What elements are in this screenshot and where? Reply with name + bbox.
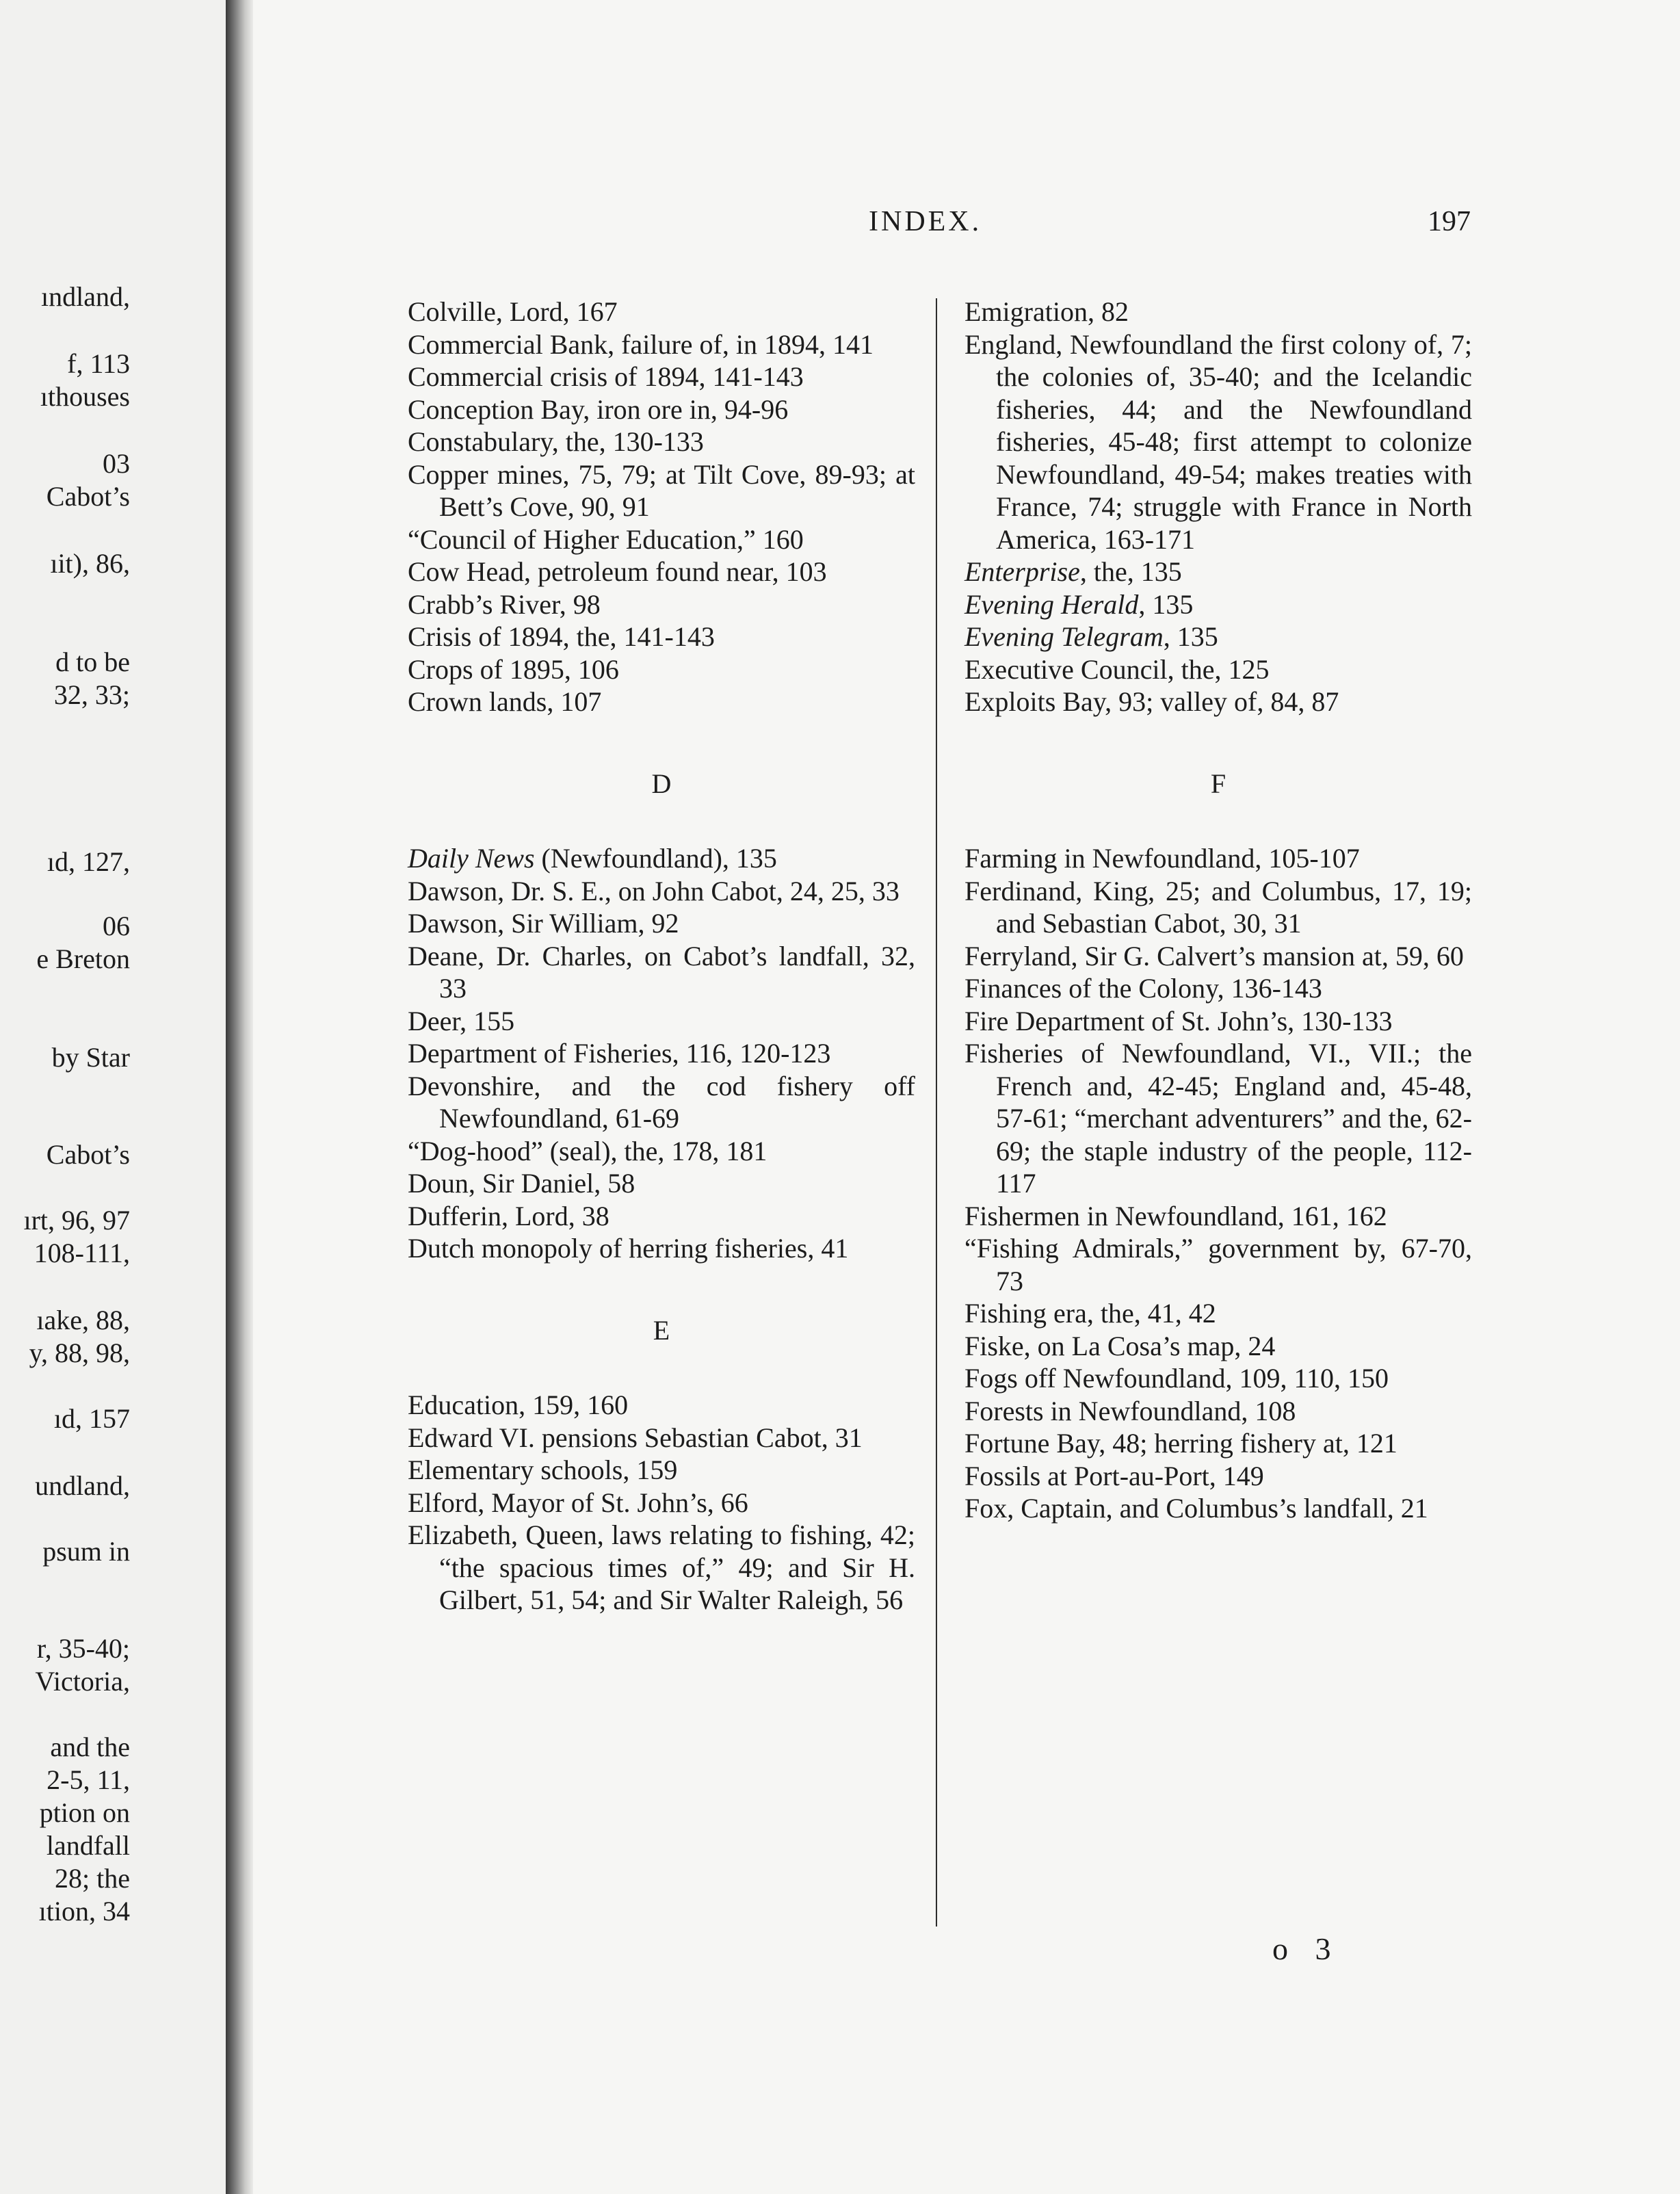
facing-page-fragment: Cabot’s xyxy=(46,481,130,512)
section-letter: E xyxy=(653,1314,670,1346)
facing-page-fragment: ıtion, 34 xyxy=(38,1896,130,1927)
index-entry: Cow Head, petroleum found near, 103 xyxy=(408,556,827,587)
index-entry: Constabulary, the, 130-133 xyxy=(408,426,704,457)
facing-page-fragment: 2-5, 11, xyxy=(47,1764,130,1795)
index-entry xyxy=(964,556,1472,588)
index-entry: Fiske, on La Cosa’s map, 24 xyxy=(964,1330,1276,1361)
index-entry: Doun, Sir Daniel, 58 xyxy=(408,1168,635,1199)
index-entry: Dawson, Dr. S. E., on John Cabot, 24, 25, 33 xyxy=(408,875,900,906)
index-entry-title: Daily News xyxy=(408,843,535,874)
index-entry: Fortune Bay, 48; herring fishery at, 121 xyxy=(964,1428,1397,1459)
index-entry: Conception Bay, iron ore in, 94-96 xyxy=(408,393,789,425)
index-entry: Executive Council, the, 125 xyxy=(964,653,1270,685)
facing-page-fragment: 108-111, xyxy=(34,1238,130,1268)
index-entry: Department of Fisheries, 116, 120-123 xyxy=(408,1038,831,1069)
section-letter: D xyxy=(651,768,672,799)
index-entry: Ferryland, Sir G. Calvert’s mansion at, 59, 60 xyxy=(964,940,1464,971)
facing-page-fragment: Cabot’s xyxy=(46,1139,130,1170)
index-column-left xyxy=(408,296,915,1617)
signature-mark: o 3 xyxy=(1272,1931,1341,1966)
index-entry: Crops of 1895, 106 xyxy=(408,653,619,685)
index-entry-title: Evening Herald xyxy=(964,588,1139,620)
index-entry: Colville, Lord, 167 xyxy=(408,296,618,327)
facing-page-fragment: d to be xyxy=(55,647,130,677)
facing-page-fragment: 03 xyxy=(103,448,130,479)
index-entry: “Council of Higher Education,” 160 xyxy=(408,523,804,555)
index-entry: Exploits Bay, 93; valley of, 84, 87 xyxy=(964,686,1339,717)
index-entry: Fire Department of St. John’s, 130-133 xyxy=(964,1005,1393,1036)
index-entry-title: Enterprise xyxy=(964,556,1080,587)
index-entry xyxy=(408,842,915,875)
index-entry xyxy=(964,621,1472,653)
index-column-right xyxy=(964,296,1472,1525)
index-entry-text: , the, 135 xyxy=(1079,556,1182,587)
index-entry xyxy=(964,588,1472,621)
facing-page-fragment: ıthouses xyxy=(40,381,130,412)
index-entry: Forests in Newfoundland, 108 xyxy=(964,1395,1296,1426)
index-entry: Crisis of 1894, the, 141-143 xyxy=(408,621,715,652)
facing-page-fragment: ıake, 88, xyxy=(36,1305,130,1335)
index-entry: Dutch monopoly of herring fisheries, 41 xyxy=(408,1233,849,1264)
index-entry: Copper mines, 75, 79; at Tilt Cove, 89-93; at Bett’s Cove, 90, 91 xyxy=(408,458,915,522)
index-entry-text: , 135 xyxy=(1163,621,1218,652)
index-entry: Fogs off Newfoundland, 109, 110, 150 xyxy=(964,1363,1389,1394)
index-entry: “Dog-hood” (seal), the, 178, 181 xyxy=(408,1135,767,1166)
index-entry: Commercial Bank, failure of, in 1894, 141 xyxy=(408,328,874,360)
index-entry: Fishermen in Newfoundland, 161, 162 xyxy=(964,1200,1387,1231)
facing-page-fragment: 06 xyxy=(103,911,130,941)
index-entry: Deane, Dr. Charles, on Cabot’s landfall, 32, 33 xyxy=(408,940,915,1004)
index-entry: Commercial crisis of 1894, 141-143 xyxy=(408,361,804,392)
index-entry-title: Evening Telegram xyxy=(964,621,1164,652)
index-entry: Ferdinand, King, 25; and Columbus, 17, 19; and Sebastian Cabot, 30, 31 xyxy=(964,875,1472,939)
facing-page-fragment: ırt, 96, 97 xyxy=(23,1205,130,1236)
index-entry: Dufferin, Lord, 38 xyxy=(408,1200,609,1231)
index-entry: Farming in Newfoundland, 105-107 xyxy=(964,843,1360,874)
index-entry: Dawson, Sir William, 92 xyxy=(408,908,679,939)
index-entry: Crown lands, 107 xyxy=(408,686,602,717)
page-number: 197 xyxy=(1428,206,1471,237)
index-entry: Elford, Mayor of St. John’s, 66 xyxy=(408,1487,748,1518)
index-entry: “Fishing Admirals,” government by, 67-70, 73 xyxy=(964,1233,1472,1296)
column-divider xyxy=(936,298,937,1927)
index-entry-text: (Newfoundland), 135 xyxy=(534,843,777,874)
facing-page-fragment: ıit), 86, xyxy=(50,548,130,579)
section-letter: F xyxy=(1210,768,1226,799)
facing-page-fragment: ıd, 127, xyxy=(47,846,130,877)
facing-page-fragment: ındland, xyxy=(41,281,130,312)
index-entry: Edward VI. pensions Sebastian Cabot, 31 xyxy=(408,1422,863,1453)
facing-page-fragment: y, 88, 98, xyxy=(29,1337,130,1368)
facing-page-fragment: by Star xyxy=(51,1042,130,1073)
index-entry: Education, 159, 160 xyxy=(408,1389,629,1420)
facing-page-fragment: Victoria, xyxy=(35,1666,130,1697)
page-header xyxy=(869,205,1471,246)
index-entry: Finances of the Colony, 136-143 xyxy=(964,973,1322,1004)
facing-page-fragment: ption on xyxy=(39,1797,130,1828)
index-entry: England, Newfoundland the first colony of, 7; the colonies of, 35-40; and the Icelandic fisheries, 44; and the Newfoundland fisheries, 45-48; first attempt to colonize Newfoundland, 49-54; makes treaties with France, 74; struggle with France in North America, 163-171 xyxy=(964,328,1472,555)
facing-page-fragment: f, 113 xyxy=(67,348,130,379)
index-entry: Fox, Captain, and Columbus’s landfall, 21 xyxy=(964,1493,1428,1524)
index-entry: Deer, 155 xyxy=(408,1005,515,1036)
facing-page-fragment: undland, xyxy=(35,1470,130,1501)
index-entry: Fishing era, the, 41, 42 xyxy=(964,1298,1216,1329)
facing-page-fragment: r, 35-40; xyxy=(36,1633,130,1664)
index-entry: Devonshire, and the cod fishery off Newfoundland, 61-69 xyxy=(408,1070,915,1134)
index-entry: Elizabeth, Queen, laws relating to fishing, 42; “the spacious times of,” 49; and Sir H. Gilbert, 51, 54; and Sir Walter Raleigh, 56 xyxy=(408,1519,915,1615)
facing-page-fragment: landfall xyxy=(46,1830,130,1861)
facing-page-fragment: psum in xyxy=(42,1536,130,1567)
facing-page-fragment: e Breton xyxy=(36,943,130,974)
facing-page-fragment: 32, 33; xyxy=(53,679,130,710)
running-title: INDEX. xyxy=(869,206,982,237)
facing-page-fragment: ıd, 157 xyxy=(53,1403,130,1434)
facing-page-fragment: and the xyxy=(50,1732,130,1762)
index-entry-text: , 135 xyxy=(1138,588,1194,620)
index-entry: Crabb’s River, 98 xyxy=(408,588,601,620)
facing-page-fragment: 28; the xyxy=(55,1863,130,1894)
index-entry: Emigration, 82 xyxy=(964,296,1129,327)
index-entry: Elementary schools, 159 xyxy=(408,1454,678,1485)
index-entry: Fisheries of Newfoundland, VI., VII.; the French and, 42-45; England and, 45-48, 57-61; “merchant adventurers” and the, 62-69; the staple industry of the people, 112-117 xyxy=(964,1038,1472,1199)
book-gutter xyxy=(226,0,253,2194)
index-entry: Fossils at Port-au-Port, 149 xyxy=(964,1460,1264,1491)
